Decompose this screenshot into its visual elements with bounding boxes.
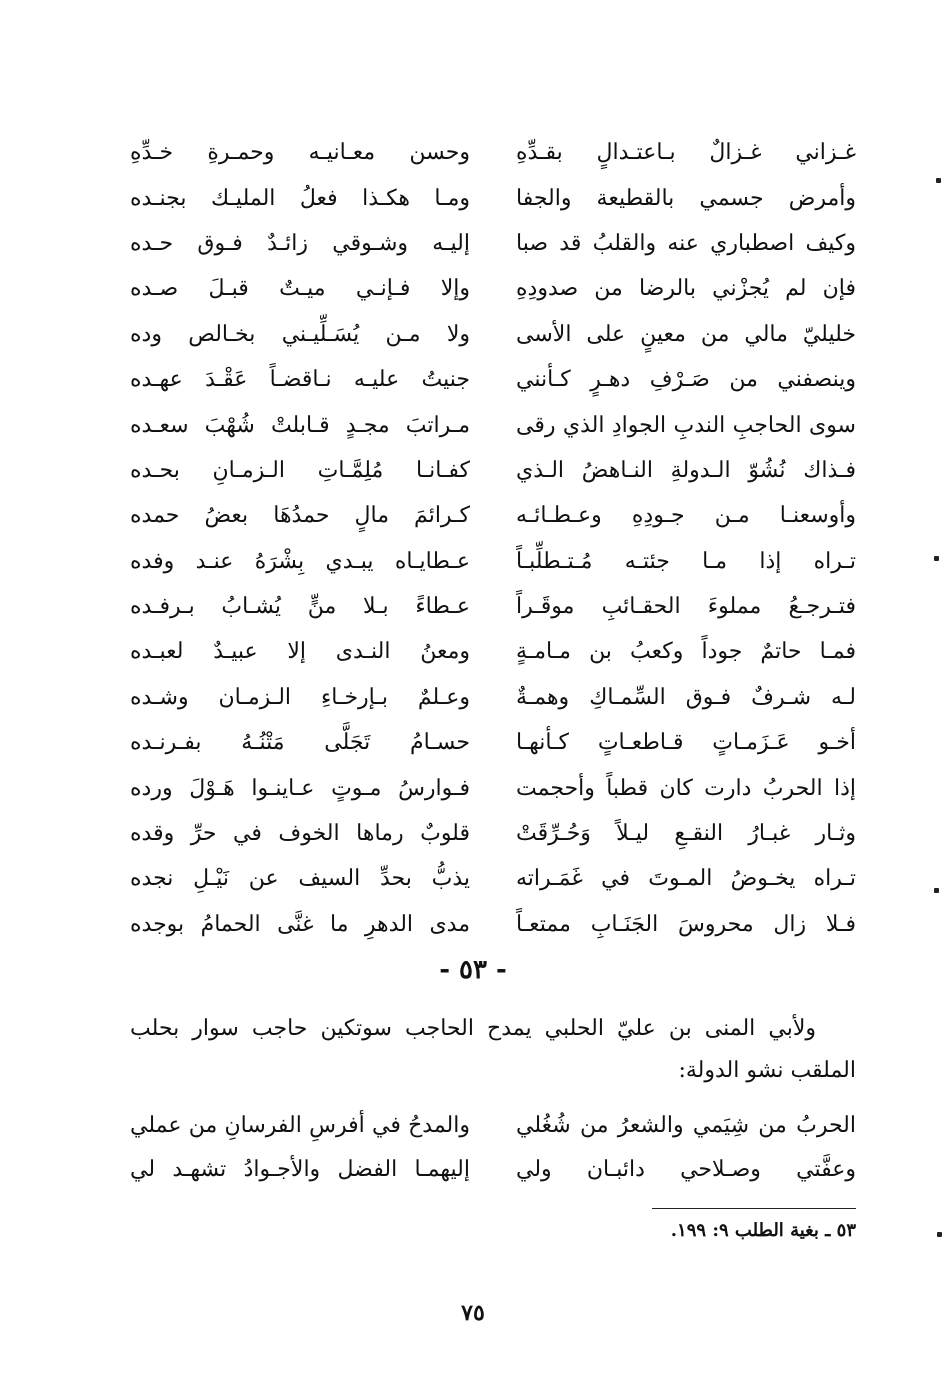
verse-line: [130, 902, 856, 947]
verse-second-hemistich: مـراتبَ مجـدٍ قـابلتْ شُهْبَ سعـده: [130, 412, 470, 438]
verse-line: [130, 221, 856, 266]
verse-first-hemistich: سوى الحاجبِ الندبِ الجوادِ الذي رقى: [516, 412, 856, 438]
verse-line: [130, 402, 856, 447]
verse-second-hemistich: حسـامُ تَجَلَّى مَتْنُـهُ بفـرنـده: [130, 730, 470, 756]
verse-first-hemistich: وينصفني من صَـرْفِ دهـرٍ كـأنني: [516, 367, 856, 393]
verse-first-hemistich: فتـرجـعُ مملوءَ الحقـائبِ موقَـراً: [516, 594, 856, 620]
verse-second-hemistich: ومـا هكـذا فعلُ المليـك بجنـده: [130, 185, 470, 211]
poem-second: [130, 1103, 856, 1191]
margin-mark: [934, 556, 939, 561]
verse-second-hemistich: يذبُّ بحدِّ السيف عن نَيْـلِ نجده: [130, 866, 470, 892]
verse-line: [130, 266, 856, 311]
verse-first-hemistich: لـه شـرفٌ فـوق السِّمـاكِ وهمـةٌ: [516, 684, 856, 710]
margin-mark: [936, 178, 941, 183]
verse-second-hemistich: ومعنُ النـدى إلا عبيـدٌ لعبـده: [130, 639, 470, 665]
verse-second-hemistich: وحسن معـانيـه وحمـرةِ خـدِّهِ: [130, 140, 470, 166]
section-intro: ولأبي المنى بن عليّ الحلبي يمدح الحاجب سوتكين حاجب سوار بحلب الملقب نشو الدولة:: [130, 1016, 856, 1083]
verse-second-hemistich: وإلا فـإنـي ميـتٌ قبـلَ صـده: [130, 276, 470, 302]
verse-line: [130, 312, 856, 357]
section-number: - ٥٣ -: [439, 955, 507, 985]
verse-first-hemistich: فـلا زال محروسَ الجَنَـابِ ممتعـاً: [516, 911, 856, 937]
verse-line: [130, 765, 856, 810]
verse-second-hemistich: فـوارسُ مـوتٍ عـاينـوا هَـوْلَ ورده: [130, 775, 470, 801]
verse-first-hemistich: فـذاك نُشُوّ الـدولةِ النـاهضُ الـذي: [516, 457, 856, 483]
margin-mark: [937, 1232, 942, 1237]
verse-line: [130, 539, 856, 584]
verse-line: [130, 1103, 856, 1147]
verse-line: [130, 811, 856, 856]
verse-second-hemistich: عـطايـاه يبـدي بِشْرَهُ عنـد وفده: [130, 548, 470, 574]
verse-first-hemistich: فإن لم يُجزْني بالرضا من صدودِهِ: [516, 276, 856, 302]
verse-second-hemistich: كفـانـا مُلِمَّـاتِ الـزمـانِ بحـده: [130, 457, 470, 483]
verse-line: [130, 130, 856, 175]
verse-first-hemistich: وعفَّتي وصـلاحي دائبـان ولي: [516, 1156, 856, 1182]
verse-line: [130, 175, 856, 220]
poem-main: [130, 130, 856, 947]
verse-line: [130, 675, 856, 720]
verse-line: [130, 856, 856, 901]
verse-first-hemistich: وكيف اصطباري عنه والقلبُ قد صبا: [516, 230, 856, 256]
verse-line: [130, 1147, 856, 1191]
verse-second-hemistich: إليـه وشـوقي زائـدٌ فـوق حـده: [130, 230, 470, 256]
verse-first-hemistich: أخـو عَـزَمـاتٍ قـاطعـاتٍ كـأنهـا: [516, 730, 856, 756]
verse-line: [130, 720, 856, 765]
verse-first-hemistich: وأمرض جسمي بالقطيعة والجفا: [516, 185, 856, 211]
page-number: ٧٥: [461, 1300, 485, 1326]
verse-first-hemistich: غـزاني غـزالٌ بـاعتـدالٍ بقـدِّهِ: [516, 140, 856, 166]
verse-first-hemistich: تـراه يخـوضُ المـوتَ في غَمَـراته: [516, 866, 856, 892]
verse-second-hemistich: ولا مـن يُسَـلِّيـني بخـالص وده: [130, 321, 470, 347]
footnote-divider: [652, 1208, 856, 1209]
verse-first-hemistich: وثـار غبـارُ النقـعِ ليـلاً وَحُـرِّقَتْ: [516, 821, 856, 847]
verse-first-hemistich: خليليّ مالي من معينٍ على الأسى: [516, 321, 856, 347]
verse-second-hemistich: جنيتُ عليـه نـاقضـاً عَقْـدَ عهـده: [130, 367, 470, 393]
verse-first-hemistich: فمـا حاتمٌ جوداً وكعبُ بن مـامـةٍ: [516, 639, 856, 665]
verse-line: [130, 629, 856, 674]
verse-second-hemistich: والمدحُ في أفرسِ الفرسانِ من عملي: [130, 1112, 470, 1138]
verse-line: [130, 357, 856, 402]
verse-first-hemistich: الحربُ من شِيَمي والشعرُ من شُغُلي: [516, 1112, 856, 1138]
verse-second-hemistich: عـطاءً بـلا منٍّ يُشـابُ بـرفـده: [130, 594, 470, 620]
verse-second-hemistich: وعـلمٌ بـإرخـاءِ الـزمـان وشـده: [130, 684, 470, 710]
verse-line: [130, 493, 856, 538]
verse-first-hemistich: تـراه إذا مـا جئتـه مُـتـطلِّبـاً: [516, 548, 856, 574]
verse-line: [130, 584, 856, 629]
verse-second-hemistich: مدى الدهرِ ما غنَّى الحمامُ بوجده: [130, 911, 470, 937]
verse-second-hemistich: كـرائمَ مالٍ حمدُهَا بعضُ حمده: [130, 503, 470, 529]
verse-first-hemistich: وأوسعنـا مـن جـودِهِ وعـطـائـه: [516, 503, 856, 529]
verse-first-hemistich: إذا الحربُ دارت كان قطباً وأحجمت: [516, 775, 856, 801]
footnote: ٥٣ ـ بغية الطلب ٩: ١٩٩.: [670, 1220, 856, 1241]
verse-second-hemistich: إليهمـا الفضل والأجـوادُ تشهـد لي: [130, 1156, 470, 1182]
verse-second-hemistich: قلوبٌ رماها الخوف في حرِّ وقده: [130, 821, 470, 847]
verse-line: [130, 448, 856, 493]
margin-mark: [934, 888, 939, 893]
